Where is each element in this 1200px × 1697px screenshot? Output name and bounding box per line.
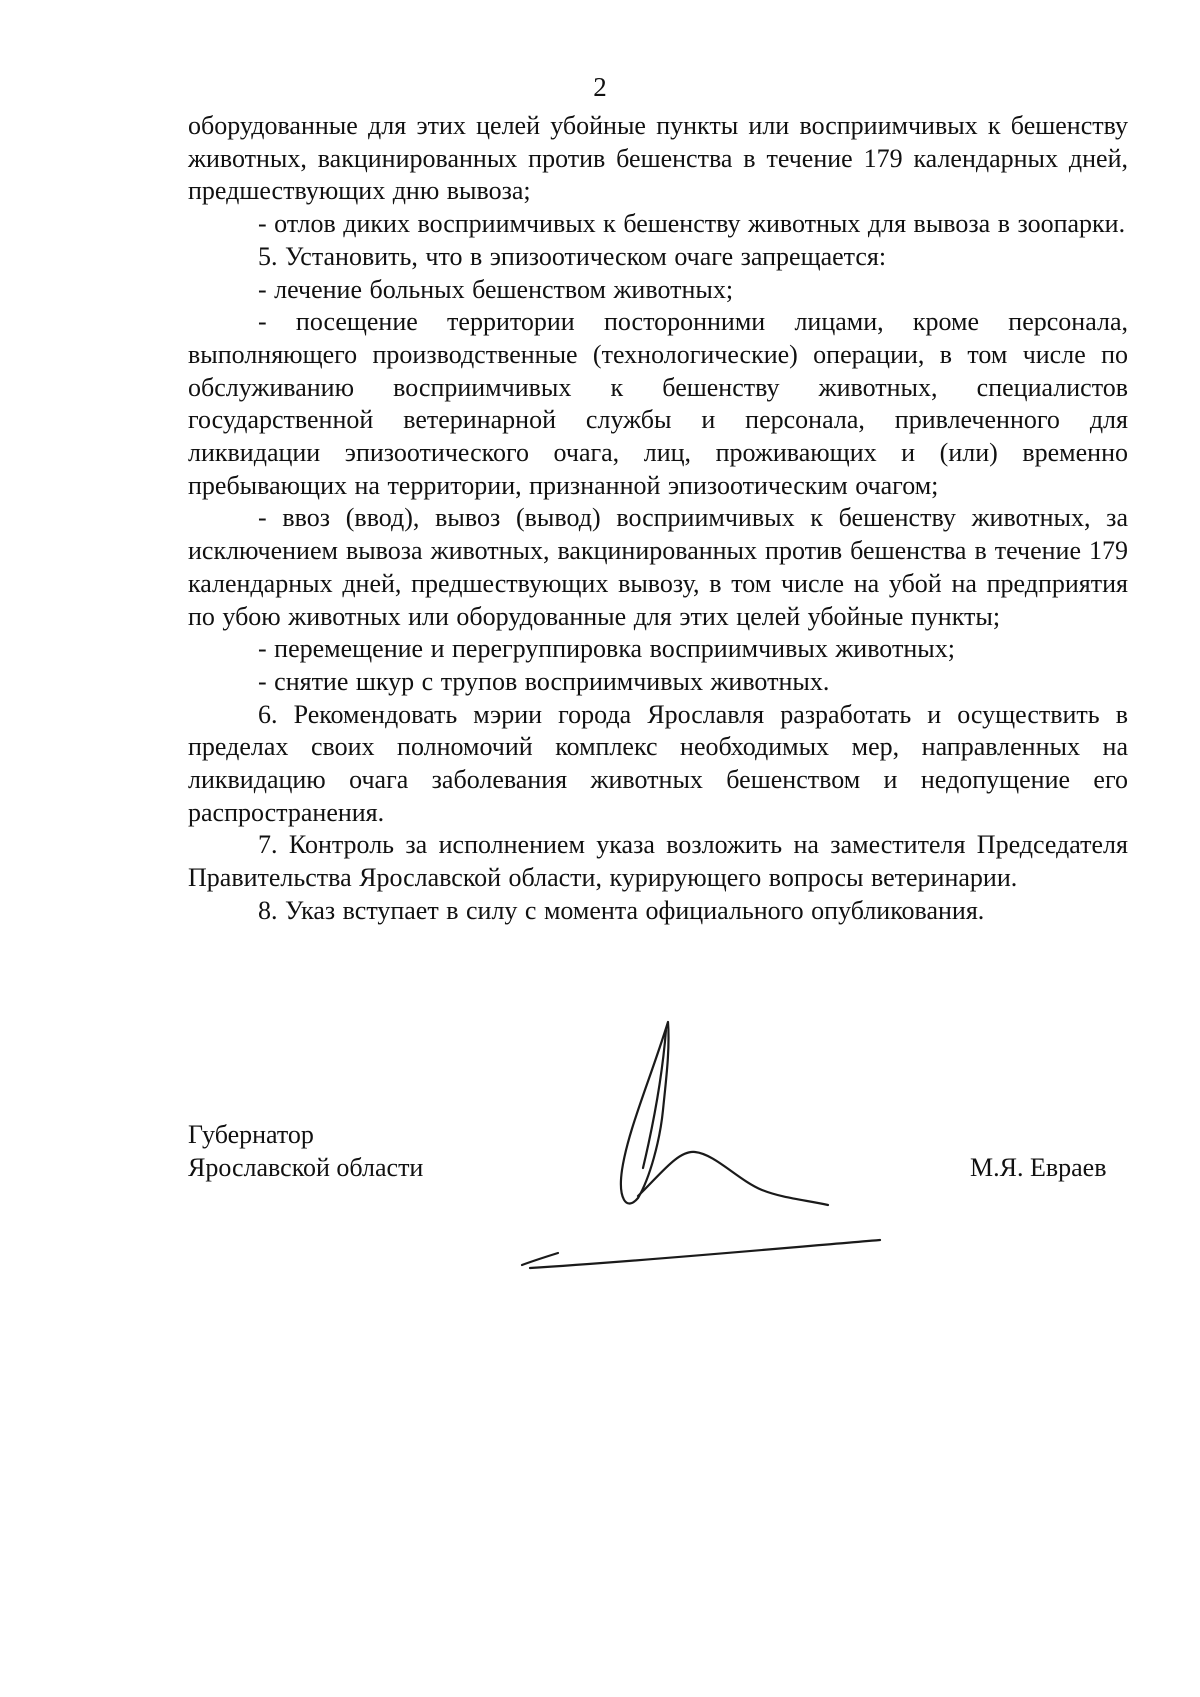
signer-name: М.Я. Евраев [970, 1153, 1107, 1182]
handwritten-signature [500, 1000, 920, 1290]
page-number: 2 [593, 72, 607, 102]
paragraph-list-item: - перемещение и перегруппировка восприимчивых животных; [258, 634, 955, 664]
paragraph-item-8: 8. Указ вступает в силу с момента официального опубликования. [258, 895, 985, 925]
signature-stroke [530, 1240, 880, 1268]
signature-stroke [621, 1022, 669, 1203]
signer-title-line: Ярославской области [188, 1153, 424, 1182]
paragraph-continuation: оборудованные для этих целей убойные пункты или восприимчивых к бешенству животных, вакцинированных против бешенства в течение 179 календарных дней, предшествующих дню вывоза; [188, 111, 1128, 206]
paragraph-list-item: - лечение больных бешенством животных; [258, 274, 734, 304]
signer-title-line: Губернатор [188, 1120, 314, 1149]
paragraph-list-item: - отлов диких восприимчивых к бешенству животных для вывоза в зоопарки. [258, 209, 1126, 239]
paragraph-list-item: - снятие шкур с трупов восприимчивых животных. [258, 666, 830, 696]
paragraph-item-6: 6. Рекомендовать мэрии города Ярославля разработать и осуществить в пределах своих полномочий комплекс необходимых мер, направленных на ликвидацию очага заболевания животных бешенством и недопущение его распространения. [188, 699, 1128, 827]
signer-title [188, 1118, 423, 1184]
paragraph-item-5: 5. Установить, что в эпизоотическом очаге запрещается: [258, 241, 887, 271]
paragraph-list-item: - ввоз (ввод), вывоз (вывод) восприимчивых к бешенству животных, за исключением вывоза животных, вакцинированных против бешенства в течение 179 календарных дней, предшествующих вывозу, в том числе на убой на предприятия по убою животных или оборудованные для этих целей убойные пункты; [188, 503, 1128, 631]
paragraph-list-item: - посещение территории посторонними лицами, кроме персонала, выполняющего производственные (технологические) операции, в том числе по обслуживанию восприимчивых к бешенству животных, специалистов государственной ветеринарной службы и персонала, привлеченного для ликвидации эпизоотического очага, лиц, проживающих и (или) временно пребывающих на территории, признанной эпизоотическим очагом; [188, 307, 1128, 500]
signature-stroke [638, 1152, 828, 1205]
paragraph-item-7: 7. Контроль за исполнением указа возложить на заместителя Председателя Правительства Ярославской области, курирующего вопросы ветеринарии. [188, 830, 1128, 893]
signature-stroke [522, 1253, 558, 1265]
signature-stroke [643, 1030, 666, 1168]
document-body [188, 110, 1128, 928]
